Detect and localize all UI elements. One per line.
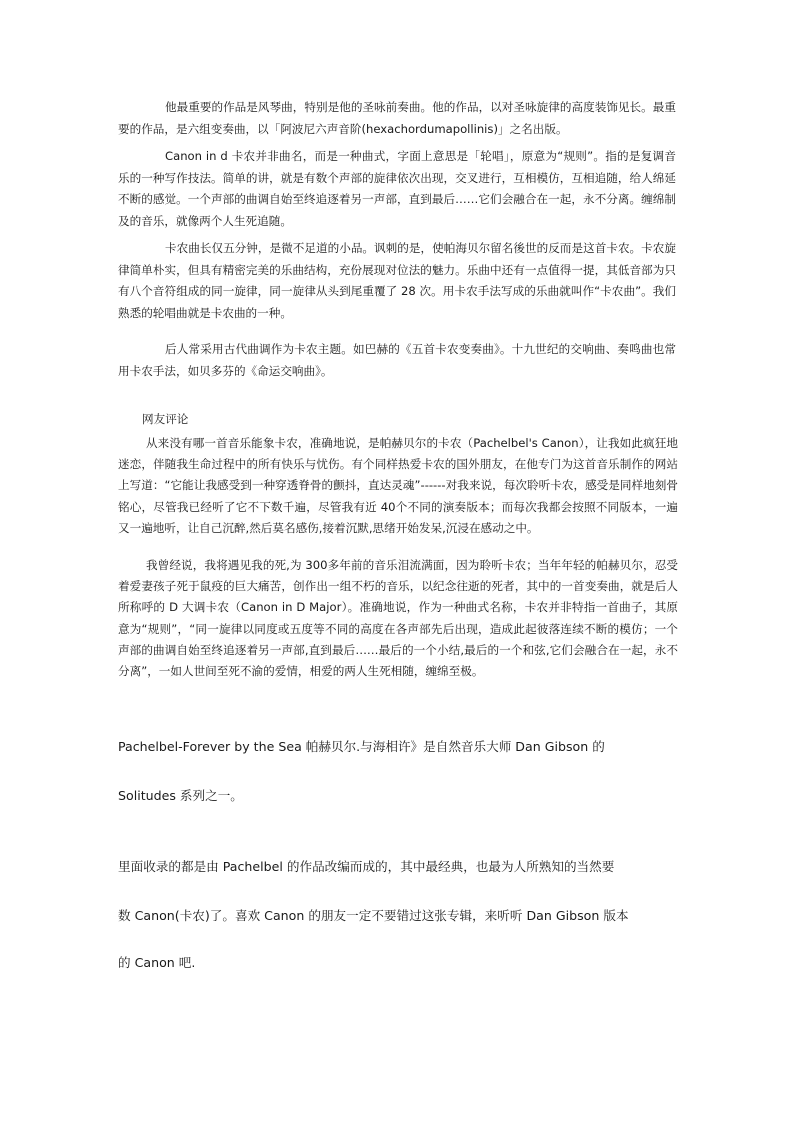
intro-paragraph-4: 后人常采用古代曲调作为卡农主题。如巴赫的《五首卡农变奏曲》。十九世纪的交响曲、奏鸣曲也常用卡农手法，如贝多芬的《命运交响曲》。: [118, 342, 676, 378]
comment-paragraph-2: 我曾经说，我将遇见我的死,为 300多年前的音乐泪流满面，因为聆听卡农；当年年轻的帕赫贝尔，忍受着爱妻孩子死于鼠疫的巨大痛苦，创作出一组不朽的音乐，以纪念往逝的死者，其中的一首变奏曲，就是后人所称呼的 D 大调卡农（Canon in D Major）。准确地说，作为一种曲式名称，卡农并非特指一首曲子，其原意为“规则”，“同一旋律以同度或五度等不同的高度在各声部先后出现，造成此起彼落连续不断的模仿；一个声部的曲调自始至终追逐着另一声部,直到最后……最后的一个小结,最后的一个和弦,它们会融合在一起，永不分离”，一如人世间至死不渝的爱情，相爱的两人生死相随，缠绵至极。: [118, 558, 678, 679]
comment-paragraph-1: 从来没有哪一首音乐能象卡农，准确地说，是帕赫贝尔的卡农（Pachelbel's Canon），让我如此疯狂地迷恋，伴随我生命过程中的所有快乐与忧伤。有个同样热爱卡农的国外朋友，在他专门为这首音乐制作的网站上写道：“它能让我感受到一种穿透脊骨的颤抖，直达灵魂”------对我来说，每次聆听卡农，感受是同样地刻骨铭心，尽管我已经听了它不下数千遍，尽管我有近 40个不同的演奏版本；而每次我都会按照不同版本，一遍又一遍地听，让自己沉醉,然后莫名感伤,接着沉默,思绪开始发呆,沉浸在感动之中。: [118, 436, 678, 535]
intro-paragraph-2: Canon in d 卡农并非曲名，而是一种曲式，字面上意思是「轮唱」，原意为“规则”。指的是复调音乐的一种写作技法。简单的讲，就是有数个声部的旋律依次出现，交叉进行，互相模仿，互相追随，给人绵延不断的感觉。一个声部的曲调自始至终追逐着另一声部，直到最后……它们会融合在一起，永不分离。缠绵制及的音乐，就像两个人生死追随。: [118, 149, 676, 228]
album-line-1: Pachelbel-Forever by the Sea 帕赫贝尔.与海相许》是自然音乐大师 Dan Gibson 的: [118, 739, 605, 754]
intro-paragraph-3: 卡农曲长仅五分钟，是微不足道的小品。讽刺的是，使帕海贝尔留名後世的反而是这首卡农。卡农旋律简单朴实，但具有精密完美的乐曲结构，充份展现对位法的魅力。乐曲中还有一点值得一提，其低音部为只有八个音符组成的同一旋律，同一旋律从头到尾重覆了 28 次。用卡农手法写成的乐曲就叫作“卡农曲”。我们熟悉的轮唱曲就是卡农曲的一种。: [118, 241, 676, 320]
album-line-2: Solitudes 系列之一。: [118, 788, 243, 803]
album-line-3: 里面收录的都是由 Pachelbel 的作品改编而成的，其中最经典，也最为人所熟知的当然要: [118, 859, 615, 874]
album-line-4: 数 Canon(卡农)了。喜欢 Canon 的朋友一定不要错过这张专辑，来听听 Dan Gibson 版本: [118, 908, 629, 923]
comments-heading: 网友评论: [142, 412, 189, 426]
intro-paragraph-1: 他最重要的作品是风琴曲，特别是他的圣咏前奏曲。他的作品，以对圣咏旋律的高度装饰见长。最重要的作品，是六组变奏曲，以「阿波尼六声音阶(hexachordumapollinis)」之名出版。: [118, 100, 676, 136]
album-line-5: 的 Canon 吧.: [118, 955, 196, 970]
